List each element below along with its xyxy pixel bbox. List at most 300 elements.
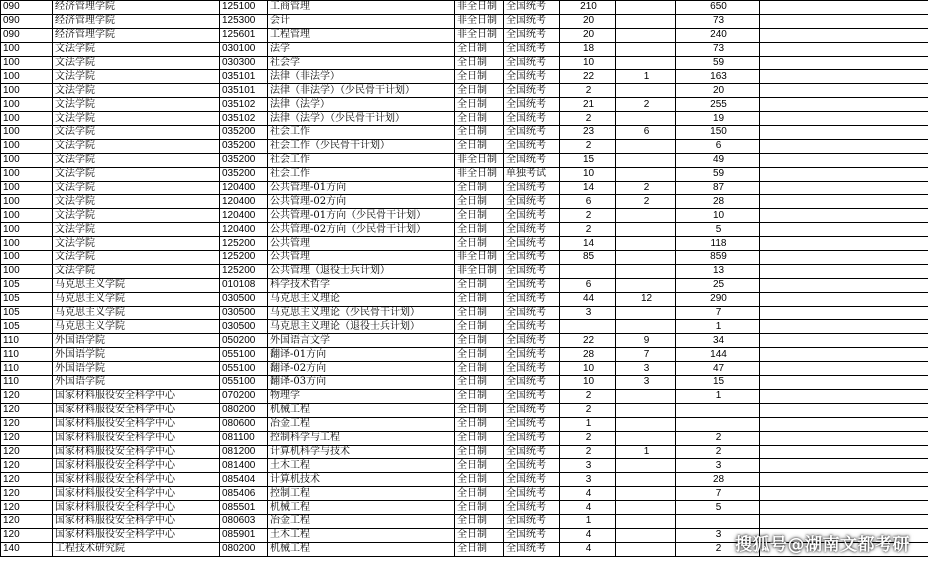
table-row [1,501,928,515]
empty-cell [760,264,928,278]
study-mode-cell: 全日制 [455,542,504,556]
college-name-cell: 马克思主义学院 [53,306,220,320]
college-name-cell: 国家材料服役安全科学中心 [53,514,220,528]
empty-cell [760,98,928,112]
major-name-cell: 社会工作 [268,167,455,181]
college-code-cell: 120 [1,528,53,542]
major-name-cell: 机械工程 [268,403,455,417]
major-code-cell: 050200 [220,334,268,348]
college-code-cell: 100 [1,167,53,181]
table-row [1,514,928,528]
major-name-cell: 机械工程 [268,501,455,515]
table-row [1,56,928,70]
table-row [1,237,928,251]
college-name-cell: 外国语学院 [53,348,220,362]
applicant-count-cell [676,403,760,417]
table-row [1,1,928,15]
major-name-cell: 马克思主义理论（退役士兵计划） [268,320,455,334]
recommended-count-cell [616,153,676,167]
college-name-cell: 经济管理学院 [53,1,220,15]
study-mode-cell: 非全日制 [455,264,504,278]
major-name-cell: 马克思主义理论（少民骨干计划） [268,306,455,320]
college-code-cell: 120 [1,501,53,515]
recommended-count-cell: 1 [616,445,676,459]
empty-cell [760,292,928,306]
college-name-cell: 国家材料服役安全科学中心 [53,431,220,445]
recommended-count-cell: 2 [616,195,676,209]
exam-type-cell: 全国统考 [504,514,560,528]
table-row [1,334,928,348]
plan-count-cell: 22 [560,70,616,84]
major-code-cell: 030500 [220,292,268,306]
plan-count-cell: 2 [560,389,616,403]
major-code-cell: 035200 [220,167,268,181]
college-name-cell: 国家材料服役安全科学中心 [53,403,220,417]
college-code-cell: 090 [1,28,53,42]
college-code-cell: 105 [1,320,53,334]
empty-cell [760,431,928,445]
recommended-count-cell: 3 [616,362,676,376]
major-code-cell: 120400 [220,223,268,237]
major-name-cell: 法律（法学）（少民骨干计划） [268,112,455,126]
major-code-cell: 055100 [220,362,268,376]
study-mode-cell: 全日制 [455,431,504,445]
major-code-cell: 081400 [220,459,268,473]
applicant-count-cell: 10 [676,209,760,223]
college-name-cell: 外国语学院 [53,334,220,348]
major-name-cell: 公共管理-01方向（少民骨干计划） [268,209,455,223]
major-name-cell: 社会工作（少民骨干计划） [268,139,455,153]
college-code-cell: 090 [1,14,53,28]
study-mode-cell: 全日制 [455,112,504,126]
college-code-cell: 140 [1,542,53,556]
college-name-cell: 国家材料服役安全科学中心 [53,528,220,542]
plan-count-cell: 10 [560,167,616,181]
applicant-count-cell: 59 [676,56,760,70]
college-code-cell: 105 [1,278,53,292]
major-code-cell: 125601 [220,28,268,42]
recommended-count-cell [616,264,676,278]
applicant-count-cell [676,417,760,431]
recommended-count-cell: 12 [616,292,676,306]
exam-type-cell: 全国统考 [504,181,560,195]
empty-cell [760,84,928,98]
college-code-cell: 100 [1,126,53,140]
applicant-count-cell: 5 [676,223,760,237]
study-mode-cell: 全日制 [455,126,504,140]
applicant-count-cell: 7 [676,487,760,501]
exam-type-cell: 全国统考 [504,334,560,348]
college-code-cell: 105 [1,292,53,306]
major-name-cell: 公共管理-01方向 [268,181,455,195]
applicant-count-cell: 255 [676,98,760,112]
college-name-cell: 国家材料服役安全科学中心 [53,473,220,487]
empty-cell [760,501,928,515]
college-name-cell: 国家材料服役安全科学中心 [53,445,220,459]
major-name-cell: 公共管理 [268,237,455,251]
table-row [1,153,928,167]
applicant-count-cell: 3 [676,459,760,473]
recommended-count-cell [616,417,676,431]
recommended-count-cell [616,56,676,70]
table-row [1,84,928,98]
major-name-cell: 社会学 [268,56,455,70]
plan-count-cell: 2 [560,139,616,153]
college-code-cell: 100 [1,251,53,265]
table-body [1,1,928,557]
table-row [1,362,928,376]
table-row [1,126,928,140]
major-code-cell: 120400 [220,209,268,223]
college-code-cell: 100 [1,98,53,112]
table-row [1,112,928,126]
exam-type-cell: 全国统考 [504,417,560,431]
study-mode-cell: 全日制 [455,292,504,306]
applicant-count-cell: 59 [676,167,760,181]
study-mode-cell: 全日制 [455,376,504,390]
major-code-cell: 070200 [220,389,268,403]
table-row [1,264,928,278]
plan-count-cell: 4 [560,501,616,515]
recommended-count-cell: 2 [616,181,676,195]
table-row [1,42,928,56]
study-mode-cell: 全日制 [455,417,504,431]
college-code-cell: 100 [1,112,53,126]
major-name-cell: 翻译-02方向 [268,362,455,376]
college-code-cell: 110 [1,362,53,376]
table-row [1,209,928,223]
recommended-count-cell [616,251,676,265]
empty-cell [760,376,928,390]
recommended-count-cell [616,278,676,292]
plan-count-cell: 28 [560,348,616,362]
major-name-cell: 冶金工程 [268,417,455,431]
table-row [1,445,928,459]
major-name-cell: 工商管理 [268,1,455,15]
major-code-cell: 080600 [220,417,268,431]
major-name-cell: 工程管理 [268,28,455,42]
plan-count-cell: 4 [560,487,616,501]
study-mode-cell: 全日制 [455,403,504,417]
study-mode-cell: 全日制 [455,56,504,70]
college-code-cell: 120 [1,459,53,473]
plan-count-cell [560,264,616,278]
applicant-count-cell: 290 [676,292,760,306]
study-mode-cell: 全日制 [455,223,504,237]
plan-count-cell: 14 [560,237,616,251]
plan-count-cell: 20 [560,14,616,28]
recommended-count-cell [616,167,676,181]
college-name-cell: 文法学院 [53,264,220,278]
major-code-cell: 085404 [220,473,268,487]
recommended-count-cell [616,389,676,403]
major-code-cell: 035102 [220,112,268,126]
study-mode-cell: 全日制 [455,459,504,473]
plan-count-cell: 4 [560,542,616,556]
exam-type-cell: 单独考试 [504,167,560,181]
college-name-cell: 经济管理学院 [53,14,220,28]
applicant-count-cell: 73 [676,14,760,28]
major-code-cell: 125200 [220,237,268,251]
exam-type-cell: 全国统考 [504,139,560,153]
college-code-cell: 100 [1,56,53,70]
college-code-cell: 100 [1,139,53,153]
major-code-cell: 081100 [220,431,268,445]
plan-count-cell: 2 [560,445,616,459]
recommended-count-cell [616,501,676,515]
major-name-cell: 社会工作 [268,126,455,140]
exam-type-cell: 全国统考 [504,487,560,501]
empty-cell [760,1,928,15]
applicant-count-cell: 47 [676,362,760,376]
study-mode-cell: 全日制 [455,42,504,56]
empty-cell [760,153,928,167]
table-row [1,181,928,195]
major-name-cell: 会计 [268,14,455,28]
empty-cell [760,167,928,181]
college-name-cell: 文法学院 [53,42,220,56]
major-code-cell: 030500 [220,320,268,334]
major-code-cell: 125300 [220,14,268,28]
major-code-cell: 125200 [220,251,268,265]
plan-count-cell: 6 [560,278,616,292]
college-code-cell: 100 [1,70,53,84]
applicant-count-cell: 1 [676,389,760,403]
college-code-cell: 120 [1,403,53,417]
college-code-cell: 110 [1,348,53,362]
empty-cell [760,139,928,153]
college-code-cell: 120 [1,445,53,459]
table-row [1,320,928,334]
table-row [1,278,928,292]
table-row [1,431,928,445]
empty-cell [760,195,928,209]
study-mode-cell: 全日制 [455,445,504,459]
major-name-cell: 科学技术哲学 [268,278,455,292]
major-code-cell: 030300 [220,56,268,70]
recommended-count-cell: 1 [616,70,676,84]
college-name-cell: 文法学院 [53,84,220,98]
recommended-count-cell [616,542,676,556]
major-name-cell: 法律（法学） [268,98,455,112]
plan-count-cell: 1 [560,417,616,431]
study-mode-cell: 非全日制 [455,167,504,181]
applicant-count-cell: 5 [676,501,760,515]
table-row [1,459,928,473]
plan-count-cell: 10 [560,56,616,70]
study-mode-cell: 全日制 [455,348,504,362]
major-name-cell: 公共管理 [268,251,455,265]
table-row [1,167,928,181]
college-name-cell: 文法学院 [53,223,220,237]
plan-count-cell: 3 [560,473,616,487]
recommended-count-cell [616,84,676,98]
college-name-cell: 文法学院 [53,153,220,167]
plan-count-cell: 22 [560,334,616,348]
study-mode-cell: 全日制 [455,320,504,334]
empty-cell [760,126,928,140]
empty-cell [760,306,928,320]
college-name-cell: 文法学院 [53,139,220,153]
empty-cell [760,514,928,528]
study-mode-cell: 非全日制 [455,28,504,42]
major-name-cell: 翻译-01方向 [268,348,455,362]
college-code-cell: 120 [1,389,53,403]
college-name-cell: 文法学院 [53,167,220,181]
study-mode-cell: 非全日制 [455,153,504,167]
exam-type-cell: 全国统考 [504,264,560,278]
applicant-count-cell: 2 [676,445,760,459]
major-code-cell: 010108 [220,278,268,292]
table-row [1,70,928,84]
recommended-count-cell [616,42,676,56]
applicant-count-cell: 6 [676,139,760,153]
college-name-cell: 文法学院 [53,237,220,251]
study-mode-cell: 全日制 [455,362,504,376]
plan-count-cell: 2 [560,209,616,223]
plan-count-cell: 23 [560,126,616,140]
exam-type-cell: 全国统考 [504,389,560,403]
college-code-cell: 100 [1,264,53,278]
plan-count-cell: 20 [560,28,616,42]
major-code-cell: 035101 [220,84,268,98]
plan-count-cell: 85 [560,251,616,265]
empty-cell [760,42,928,56]
empty-cell [760,473,928,487]
plan-count-cell: 15 [560,153,616,167]
study-mode-cell: 全日制 [455,139,504,153]
applicant-count-cell: 650 [676,1,760,15]
recommended-count-cell [616,237,676,251]
recommended-count-cell [616,528,676,542]
college-code-cell: 100 [1,42,53,56]
exam-type-cell: 全国统考 [504,501,560,515]
plan-count-cell: 4 [560,528,616,542]
table-row [1,139,928,153]
study-mode-cell: 全日制 [455,389,504,403]
empty-cell [760,28,928,42]
plan-count-cell: 2 [560,223,616,237]
exam-type-cell: 全国统考 [504,251,560,265]
study-mode-cell: 全日制 [455,487,504,501]
major-name-cell: 物理学 [268,389,455,403]
major-name-cell: 计算机科学与技术 [268,445,455,459]
applicant-count-cell: 2 [676,542,760,556]
study-mode-cell: 全日制 [455,501,504,515]
recommended-count-cell [616,112,676,126]
college-name-cell: 国家材料服役安全科学中心 [53,459,220,473]
major-name-cell: 法律（非法学）（少民骨干计划） [268,84,455,98]
exam-type-cell: 全国统考 [504,28,560,42]
exam-type-cell: 全国统考 [504,42,560,56]
major-name-cell: 公共管理（退役士兵计划） [268,264,455,278]
major-code-cell: 120400 [220,195,268,209]
college-name-cell: 国家材料服役安全科学中心 [53,501,220,515]
major-name-cell: 翻译-03方向 [268,376,455,390]
exam-type-cell: 全国统考 [504,292,560,306]
college-code-cell: 100 [1,84,53,98]
study-mode-cell: 全日制 [455,181,504,195]
study-mode-cell: 全日制 [455,98,504,112]
exam-type-cell: 全国统考 [504,306,560,320]
college-name-cell: 文法学院 [53,112,220,126]
applicant-count-cell: 118 [676,237,760,251]
empty-cell [760,417,928,431]
recommended-count-cell: 9 [616,334,676,348]
applicant-count-cell: 240 [676,28,760,42]
study-mode-cell: 全日制 [455,473,504,487]
college-name-cell: 文法学院 [53,209,220,223]
applicant-count-cell: 20 [676,84,760,98]
applicant-count-cell: 2 [676,431,760,445]
applicant-count-cell: 49 [676,153,760,167]
applicant-count-cell: 150 [676,126,760,140]
applicant-count-cell: 859 [676,251,760,265]
college-code-cell: 120 [1,431,53,445]
major-code-cell: 080200 [220,403,268,417]
applicant-count-cell: 1 [676,320,760,334]
plan-count-cell: 14 [560,181,616,195]
college-code-cell: 100 [1,237,53,251]
recommended-count-cell [616,473,676,487]
plan-count-cell: 210 [560,1,616,15]
major-code-cell: 055100 [220,348,268,362]
college-name-cell: 工程技术研究院 [53,542,220,556]
exam-type-cell: 全国统考 [504,473,560,487]
study-mode-cell: 全日制 [455,528,504,542]
recommended-count-cell: 6 [616,126,676,140]
study-mode-cell: 非全日制 [455,14,504,28]
college-name-cell: 经济管理学院 [53,28,220,42]
study-mode-cell: 全日制 [455,195,504,209]
table-row [1,473,928,487]
major-code-cell: 081200 [220,445,268,459]
college-name-cell: 国家材料服役安全科学中心 [53,417,220,431]
table-row [1,389,928,403]
college-name-cell: 文法学院 [53,195,220,209]
recommended-count-cell: 3 [616,376,676,390]
college-name-cell: 文法学院 [53,181,220,195]
major-name-cell: 土木工程 [268,528,455,542]
applicant-count-cell: 13 [676,264,760,278]
major-code-cell: 080603 [220,514,268,528]
applicant-count-cell: 144 [676,348,760,362]
study-mode-cell: 非全日制 [455,251,504,265]
empty-cell [760,223,928,237]
major-code-cell: 030500 [220,306,268,320]
exam-type-cell: 全国统考 [504,278,560,292]
plan-count-cell: 2 [560,84,616,98]
recommended-count-cell [616,223,676,237]
major-code-cell: 030100 [220,42,268,56]
major-name-cell: 公共管理-02方向 [268,195,455,209]
exam-type-cell: 全国统考 [504,70,560,84]
empty-cell [760,403,928,417]
applicant-count-cell: 28 [676,195,760,209]
exam-type-cell: 全国统考 [504,528,560,542]
applicant-count-cell: 73 [676,42,760,56]
exam-type-cell: 全国统考 [504,1,560,15]
applicant-count-cell: 7 [676,306,760,320]
major-code-cell: 085406 [220,487,268,501]
exam-type-cell: 全国统考 [504,195,560,209]
recommended-count-cell [616,209,676,223]
applicant-count-cell: 25 [676,278,760,292]
exam-type-cell: 全国统考 [504,348,560,362]
empty-cell [760,334,928,348]
table-row [1,403,928,417]
table-row [1,223,928,237]
